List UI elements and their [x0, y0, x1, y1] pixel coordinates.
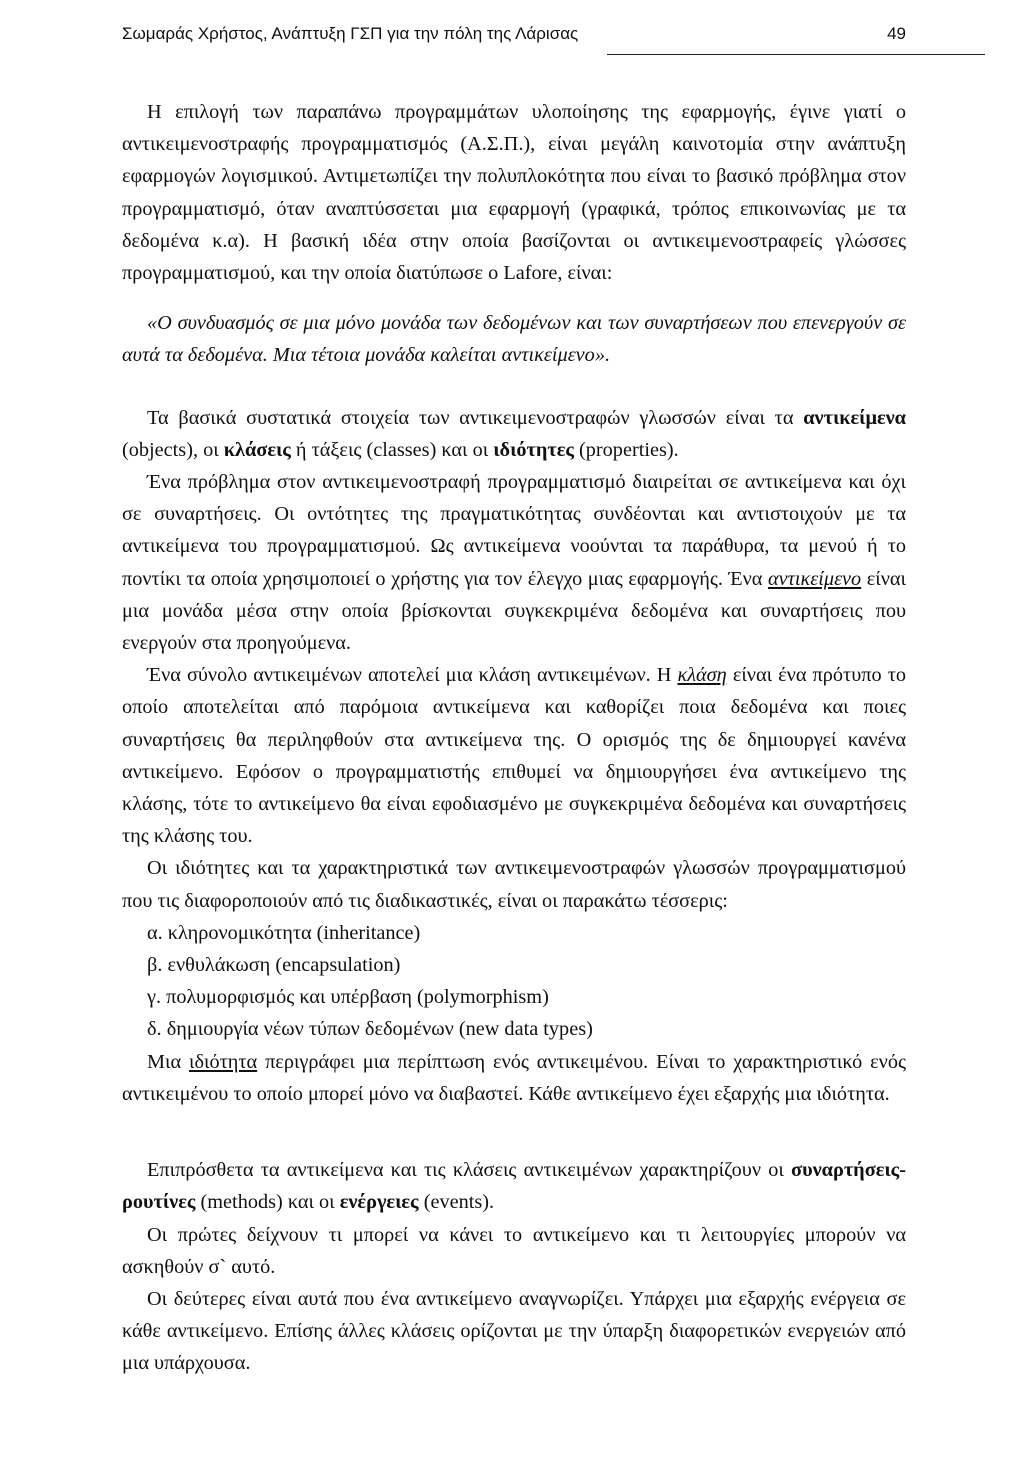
paragraph-components	[122, 402, 906, 466]
running-header	[122, 14, 906, 54]
text-run: είναι ένα πρότυπο το οποίο αποτελείται από παρόμοια αντικείμενα και καθορίζει ποια δεδομένα και ποιες συναρτήσεις θα περιληφθούν στα αντικείμενα της. Ο ορισμός της δε δημιουργεί κανένα αντικείμενο. Εφόσον ο προγραμματιστής επιθυμεί να δημιουργήσει ένα αντικείμενο της κλάσης, τότε το αντικείμενο θα είναι εφοδιασμένο με συγκεκριμένα δεδομένα και συναρτήσεις της κλάσης του.	[122, 664, 906, 848]
page-number: 49	[887, 24, 906, 43]
header-title: Σωμαράς Χρήστος, Ανάπτυξη ΓΣΠ για την πόλη της Λάρισας	[122, 24, 579, 43]
paragraph-class	[122, 659, 906, 852]
paragraph-quote: «Ο συνδυασμός σε μια μόνο μονάδα των δεδομένων και των συναρτήσεων που επενεργούν σε αυτά τα δεδομένα. Μια τέτοια μονάδα καλείται αντικείμενο».	[122, 312, 906, 367]
paragraph-objects	[122, 466, 906, 659]
term-object: αντικείμενο	[767, 567, 862, 590]
term-class: κλάση	[677, 664, 727, 687]
bold-term-objects: αντικείμενα	[803, 406, 906, 429]
term-property: ιδιότητα	[189, 1050, 258, 1073]
list-item: β. ενθυλάκωση (encapsulation)	[147, 954, 401, 977]
text-run: ή τάξεις (classes) και οι	[290, 438, 494, 461]
paragraph-property	[122, 1046, 906, 1110]
paragraph-intro: Η επιλογή των παραπάνω προγραμμάτων υλοποίησης της εφαρμογής, έγινε γιατί ο αντικειμενοστραφής προγραμματισμός (Α.Σ.Π.), είναι μεγάλη καινοτομία στην ανάπτυξη εφαρμογών λογισμικού. Αντιμετωπίζει την πολυπλοκότητα που είναι το βασικό πρόβλημα στον προγραμματισμό, όταν αναπτύσσεται μια εφαρμογή (γραφικά, τρόπος επικοινωνίας με τα δεδομένα κ.α). Η βασική ιδέα στην οποία βασίζονται οι αντικειμενοστραφείς γλώσσες προγραμματισμού, και την οποία διατύπωσε ο Lafore, είναι:	[122, 101, 906, 285]
bold-term-methods: συναρτήσεις-ρουτίνες	[122, 1159, 906, 1214]
text-run: περιγράφει μια περίπτωση ενός αντικειμένου. Είναι το χαρακτηριστικό ενός αντικειμένου το οποίο μπορεί μόνο να διαβαστεί. Κάθε αντικείμενο έχει εξαρχής μια ιδιότητα.	[122, 1050, 906, 1105]
text-run: (objects), οι	[122, 438, 224, 461]
text-run: Ένα πρόβλημα στον αντικειμενοστραφή προγραμματισμό διαιρείται σε αντικείμενα και όχι σε συναρτήσεις. Οι οντότητες της πραγματικότητας συνδέονται και αντιστοιχούν με τα αντικείμενα του προγραμματισμού. Ως αντικείμενα νοούνται τα παράθυρα, τα μενού ή το ποντίκι τα οποία χρησιμοποιεί ο χρήστης για τον έλεγχο μιας εφαρμογής. Ένα	[122, 471, 906, 590]
text-run: Τα βασικά συστατικά στοιχεία των αντικειμενοστραφών γλωσσών είναι τα	[147, 406, 804, 429]
text-run: Ένα σύνολο αντικειμένων αποτελεί μια κλάση αντικειμένων. Η	[147, 664, 678, 687]
paragraph-second: Οι δεύτερες είναι αυτά που ένα αντικείμενο αναγνωρίζει. Υπάρχει μια εξαρχής ενέργεια σε κάθε αντικείμενο. Επίσης άλλες κλάσεις ορίζονται με την ύπαρξη διαφορετικών ενεργειών από μια υπάρχουσα.	[122, 1287, 906, 1375]
paragraph-features: Οι ιδιότητες και τα χαρακτηριστικά των αντικειμενοστραφών γλωσσών προγραμματισμού που τις διαφοροποιούν από τις διαδικαστικές, είναι οι παρακάτω τέσσερις:	[122, 857, 906, 912]
bold-term-classes: κλάσεις	[223, 438, 291, 461]
list-item: γ. πολυμορφισμός και υπέρβαση (polymorphism)	[147, 986, 549, 1009]
text-run: (methods) και οι	[195, 1191, 340, 1214]
list-item: α. κληρονομικότητα (inheritance)	[147, 921, 421, 944]
feature-list	[122, 917, 906, 1046]
paragraph-methods	[122, 1154, 906, 1218]
text-run: (events).	[418, 1191, 495, 1214]
text-run: Μια	[147, 1050, 190, 1073]
text-run: είναι μια μονάδα μέσα στην οποία βρίσκονται συγκεκριμένα δεδομένα και συναρτήσεις που ενεργούν στα προηγούμενα.	[122, 567, 906, 655]
bold-term-events: ενέργειες	[339, 1191, 419, 1214]
text-run: Επιπρόσθετα τα αντικείμενα και τις κλάσεις αντικειμένων χαρακτηρίζουν οι	[147, 1159, 792, 1182]
header-rule	[607, 54, 985, 55]
paragraph-first: Οι πρώτες δείχνουν τι μπορεί να κάνει το αντικείμενο και τι λειτουργίες μπορούν να ασκηθούν σ` αυτό.	[122, 1223, 906, 1278]
bold-term-properties: ιδιότητες	[493, 438, 574, 461]
text-run: (properties).	[573, 438, 679, 461]
body-text	[122, 96, 906, 1380]
list-item: δ. δημιουργία νέων τύπων δεδομένων (new data types)	[147, 1018, 593, 1041]
